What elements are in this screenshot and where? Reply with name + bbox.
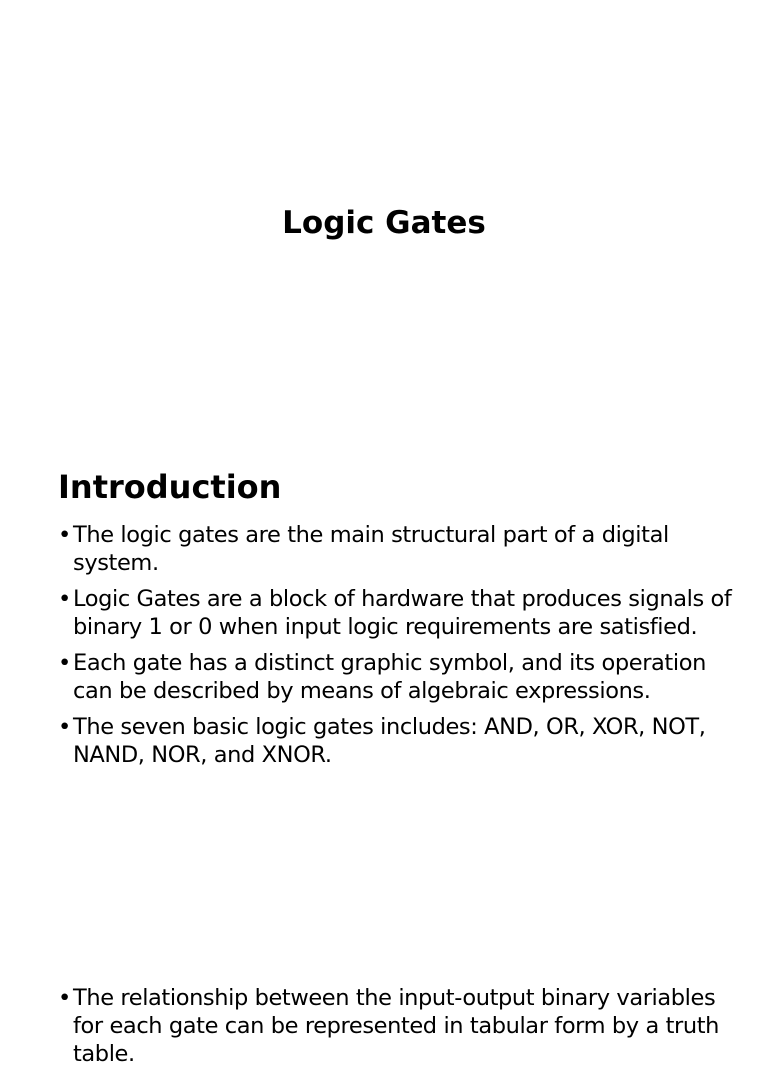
bullet-item xyxy=(58,713,748,769)
bullet-text: The seven basic logic gates includes: AND, OR, XOR, NOT, NAND, NOR, and XNOR. xyxy=(73,714,706,768)
bullet-item xyxy=(58,649,748,705)
bullet-text: Each gate has a distinct graphic symbol, and its operation can be described by means of algebraic expressions. xyxy=(73,650,706,704)
bullet-dot-icon: • xyxy=(58,522,71,548)
bullet-item xyxy=(58,521,748,577)
bullet-text: Logic Gates are a block of hardware that produces signals of binary 1 or 0 when input logic requirements are satisfied. xyxy=(73,586,732,640)
bullet-item xyxy=(58,984,748,1068)
bullet-item xyxy=(58,585,748,641)
section-heading-introduction: Introduction xyxy=(58,468,282,506)
bullet-dot-icon: • xyxy=(58,586,71,612)
bullet-text: The logic gates are the main structural part of a digital system. xyxy=(73,522,669,576)
truth-table-bullet-list xyxy=(58,984,748,1076)
bullet-dot-icon: • xyxy=(58,714,71,740)
slide-title: Logic Gates xyxy=(282,205,486,241)
bullet-dot-icon: • xyxy=(58,650,71,676)
bullet-dot-icon: • xyxy=(58,985,71,1011)
introduction-bullet-list xyxy=(58,521,748,777)
bullet-text: The relationship between the input-output binary variables for each gate can be represented in tabular form by a truth table. xyxy=(73,985,720,1067)
